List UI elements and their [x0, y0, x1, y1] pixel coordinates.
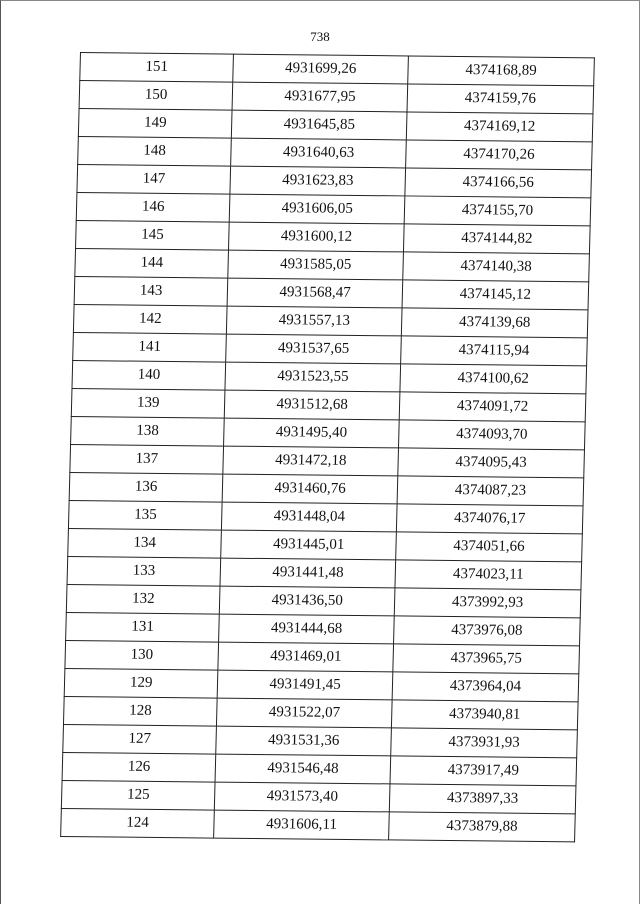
- point-number-cell: 133: [67, 556, 221, 586]
- y-coordinate-cell: 4374023,11: [395, 560, 582, 590]
- x-coordinate-cell: 4931444,68: [219, 614, 394, 644]
- x-coordinate-cell: 4931491,45: [217, 670, 392, 700]
- x-coordinate-cell: 4931606,11: [214, 810, 389, 840]
- point-number-cell: 126: [62, 752, 216, 782]
- coordinates-table-body: [61, 53, 595, 842]
- x-coordinate-cell: 4931531,36: [216, 726, 391, 756]
- point-number-cell: 136: [69, 472, 223, 502]
- point-number-cell: 127: [63, 724, 217, 754]
- point-number-cell: 131: [66, 612, 220, 642]
- x-coordinate-cell: 4931469,01: [218, 642, 393, 672]
- table-row: [61, 808, 576, 841]
- x-coordinate-cell: 4931522,07: [217, 698, 392, 728]
- point-number-cell: 151: [80, 53, 234, 83]
- y-coordinate-cell: 4373940,81: [391, 700, 578, 730]
- x-coordinate-cell: 4931512,68: [225, 390, 400, 420]
- y-coordinate-cell: 4374087,23: [397, 476, 584, 506]
- y-coordinate-cell: 4374140,38: [403, 252, 590, 282]
- x-coordinate-cell: 4931623,83: [230, 166, 405, 196]
- point-number-cell: 143: [74, 276, 228, 306]
- point-number-cell: 140: [72, 360, 226, 390]
- point-number-cell: 144: [75, 248, 229, 278]
- y-coordinate-cell: 4373917,49: [390, 756, 577, 786]
- x-coordinate-cell: 4931523,55: [225, 362, 400, 392]
- x-coordinate-cell: 4931640,63: [231, 138, 406, 168]
- x-coordinate-cell: 4931585,05: [228, 250, 403, 280]
- point-number-cell: 150: [79, 81, 233, 111]
- point-number-cell: 142: [73, 304, 227, 334]
- point-number-cell: 128: [63, 696, 217, 726]
- x-coordinate-cell: 4931699,26: [233, 54, 408, 84]
- point-number-cell: 135: [68, 500, 222, 530]
- y-coordinate-cell: 4373897,33: [389, 784, 576, 814]
- x-coordinate-cell: 4931677,95: [232, 82, 407, 112]
- y-coordinate-cell: 4374144,82: [403, 224, 590, 254]
- y-coordinate-cell: 4374095,43: [398, 448, 585, 478]
- point-number-cell: 139: [71, 388, 225, 418]
- x-coordinate-cell: 4931568,47: [227, 278, 402, 308]
- point-number-cell: 149: [78, 109, 232, 139]
- y-coordinate-cell: 4374159,76: [407, 84, 594, 114]
- x-coordinate-cell: 4931573,40: [215, 782, 390, 812]
- point-number-cell: 141: [73, 332, 227, 362]
- page-number: 738: [310, 29, 330, 44]
- x-coordinate-cell: 4931600,12: [229, 222, 404, 252]
- y-coordinate-cell: 4374170,26: [406, 140, 593, 170]
- x-coordinate-cell: 4931557,13: [227, 306, 402, 336]
- y-coordinate-cell: 4374169,12: [406, 112, 593, 142]
- point-number-cell: 148: [78, 137, 232, 167]
- y-coordinate-cell: 4373931,93: [391, 728, 578, 758]
- x-coordinate-cell: 4931448,04: [222, 502, 397, 532]
- y-coordinate-cell: 4374076,17: [396, 504, 583, 534]
- point-number-cell: 147: [77, 164, 231, 194]
- point-number-cell: 138: [71, 416, 225, 446]
- y-coordinate-cell: 4373965,75: [393, 644, 580, 674]
- x-coordinate-cell: 4931445,01: [221, 530, 396, 560]
- x-coordinate-cell: 4931645,85: [232, 110, 407, 140]
- point-number-cell: 146: [76, 192, 230, 222]
- y-coordinate-cell: 4374051,66: [396, 532, 583, 562]
- point-number-cell: 145: [76, 220, 230, 250]
- point-number-cell: 134: [68, 528, 222, 558]
- y-coordinate-cell: 4374091,72: [399, 392, 586, 422]
- y-coordinate-cell: 4374093,70: [398, 420, 585, 450]
- y-coordinate-cell: 4373992,93: [394, 588, 581, 618]
- point-number-cell: 125: [61, 780, 215, 810]
- x-coordinate-cell: 4931606,05: [229, 194, 404, 224]
- y-coordinate-cell: 4374145,12: [402, 280, 589, 310]
- y-coordinate-cell: 4374115,94: [401, 336, 588, 366]
- point-number-cell: 124: [61, 808, 215, 838]
- point-number-cell: 132: [66, 584, 220, 614]
- y-coordinate-cell: 4374166,56: [405, 168, 592, 198]
- y-coordinate-cell: 4374139,68: [401, 308, 588, 338]
- point-number-cell: 129: [64, 668, 218, 698]
- x-coordinate-cell: 4931495,40: [224, 418, 399, 448]
- x-coordinate-cell: 4931436,50: [220, 586, 395, 616]
- x-coordinate-cell: 4931441,48: [220, 558, 395, 588]
- point-number-cell: 137: [70, 444, 224, 474]
- y-coordinate-cell: 4373879,88: [389, 812, 576, 842]
- y-coordinate-cell: 4373964,04: [392, 672, 579, 702]
- y-coordinate-cell: 4374155,70: [404, 196, 591, 226]
- x-coordinate-cell: 4931537,65: [226, 334, 401, 364]
- coordinates-table: [60, 52, 595, 842]
- y-coordinate-cell: 4374168,89: [408, 56, 595, 86]
- x-coordinate-cell: 4931546,48: [215, 754, 390, 784]
- x-coordinate-cell: 4931472,18: [223, 446, 398, 476]
- y-coordinate-cell: 4373976,08: [394, 616, 581, 646]
- x-coordinate-cell: 4931460,76: [222, 474, 397, 504]
- y-coordinate-cell: 4374100,62: [400, 364, 587, 394]
- point-number-cell: 130: [65, 640, 219, 670]
